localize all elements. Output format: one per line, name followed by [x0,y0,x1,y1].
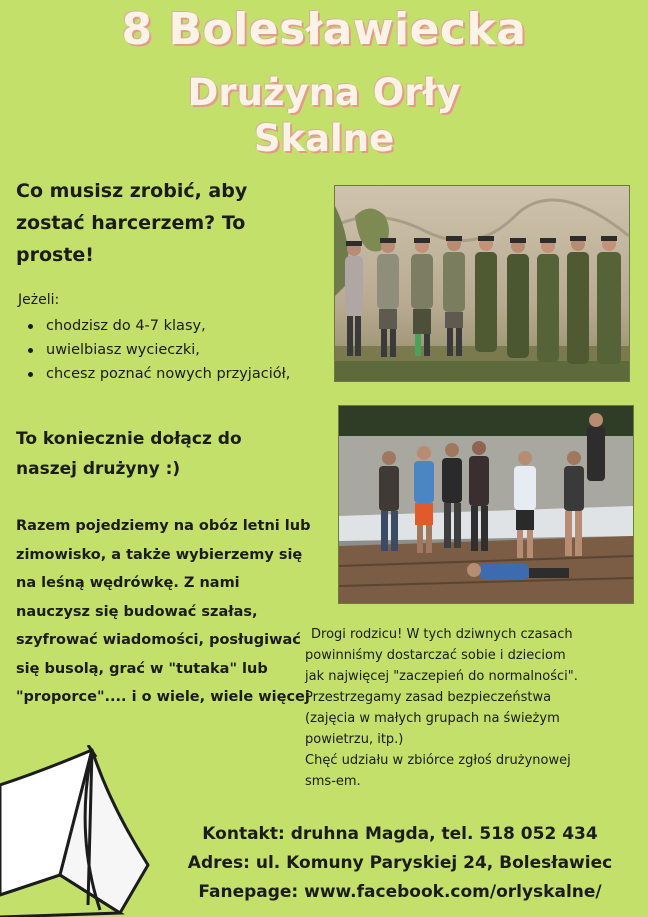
conditions-list [18,314,318,386]
condition-item: chodzisz do 4-7 klasy, [18,314,318,338]
contact-address: Adres: ul. Komuny Paryskiej 24, Bolesławiec [187,853,613,873]
condition-item: uwielbiasz wycieczki, [18,338,318,362]
scouts-group-photo [334,185,630,382]
kids-on-pier-image [339,406,633,603]
headline: Co musisz zrobić, aby zostać harcerzem? To proste! [16,180,248,266]
parents-note [305,624,643,792]
condition-item: chcesz poznać nowych przyjaciół, [18,362,318,386]
title-block [0,70,648,162]
parents-note-line: powietrzu, itp.) [305,732,404,747]
parents-note-line: Przestrzegamy zasad bezpieczeństwa [305,690,552,705]
kids-on-pier-photo [338,405,634,604]
parents-note-line: jak najwięcej "zaczepień do normalności". [305,669,578,684]
if-label: Jeżeli: [18,292,60,308]
parents-note-line: Chęć udziału w zbiórce zgłoś drużynowej [305,753,571,768]
title-line1: 8 Bolesławiecka [121,4,527,55]
parents-note-line: sms-em. [305,774,361,789]
contact-phone: Kontakt: druhna Magda, tel. 518 052 434 [202,824,598,844]
activities-text: Razem pojedziemy na obóz letni lub zimowisko, a także wybierzemy się na leśną wędrówkę. Z nami nauczysz się budować szałas, szyfrować wiadomości, posługiwać się busolą, grać w "tutaka" lub "proporce".... i o wiele, wiele więcej [16,518,311,705]
contact-fanpage-link[interactable]: Fanepage: www.facebook.com/orlyskalne/ [198,882,602,902]
title-line3: Skalne [253,117,395,160]
scouts-group-image [335,186,629,381]
tent-icon [0,745,150,917]
parents-note-line: (zajęcia w małych grupach na świeżym [305,711,560,726]
title-line2: Drużyna Orły [187,71,461,114]
parents-note-line: Drogi rodzicu! W tych dziwnych czasach [311,627,573,642]
contact-block [150,820,648,907]
parents-note-line: powinniśmy dostarczać sobie i dzieciom [305,648,566,663]
join-text: To koniecznie dołącz do naszej drużyny :) [16,429,242,479]
